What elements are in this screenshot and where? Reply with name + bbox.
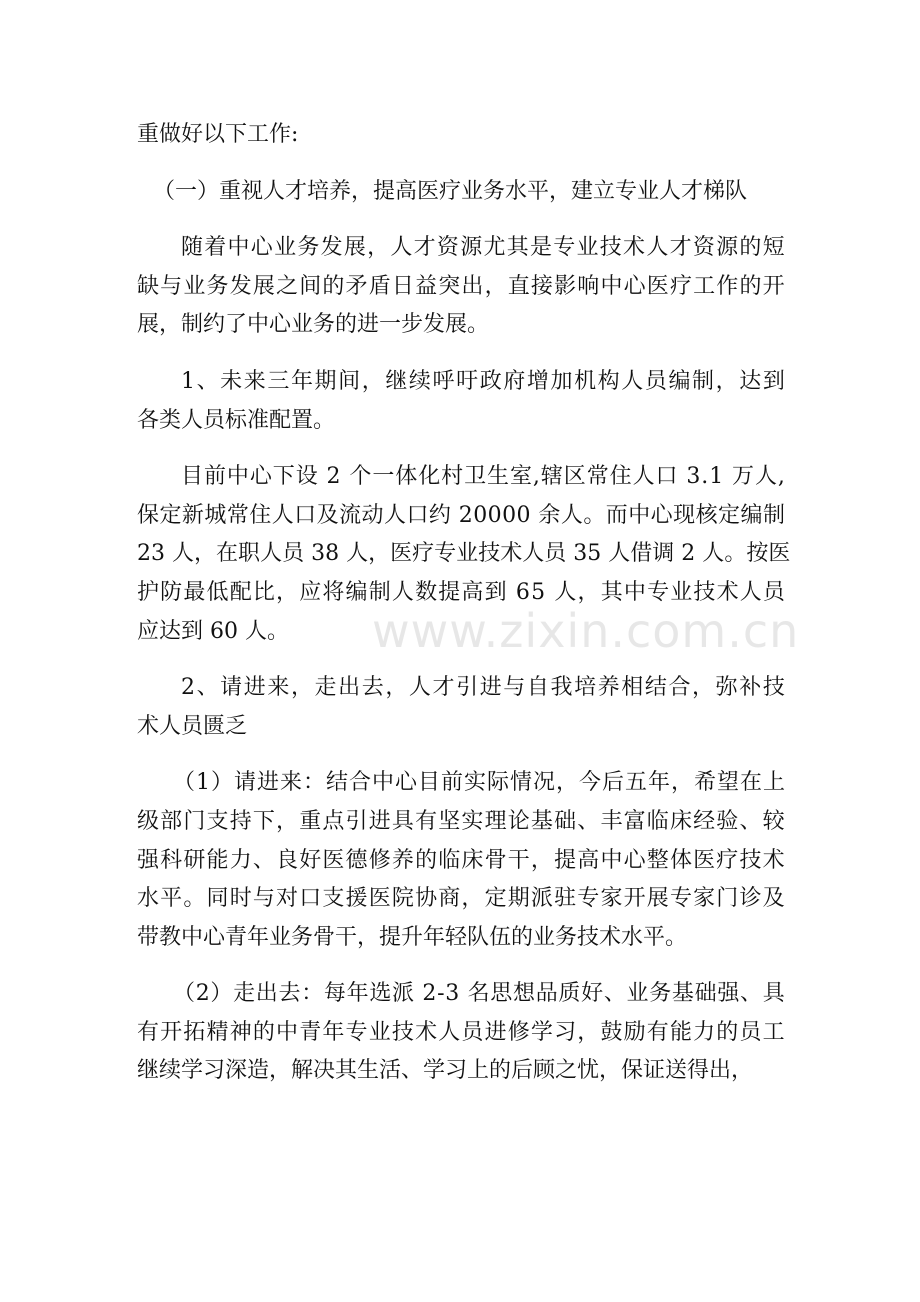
text-line: 带教中心青年业务骨干，提升年轻队伍的业务技术水平。 xyxy=(137,924,688,950)
text-line: 2 、 请 进 来 ， 走 出 去 ， 人 才 引 进 与 自 我 培 养 相 结 合 ， 弥 补 技 xyxy=(181,675,785,701)
paragraph xyxy=(137,764,785,957)
text-line: 级 部 门 支 持 下 ， 重 点 引 进 具 有 坚 实 理 论 基 础 、 丰 富 临 床 经 验 、 较 xyxy=(137,808,785,834)
text-line: 强 科 研 能 力 、 良 好 医 德 修 养 的 临 床 骨 干 ， 提 高 中 心 整 体 医 疗 技 术 xyxy=(137,847,785,873)
paragraph xyxy=(137,116,785,155)
text-line: 2 3 人 ， 在 职 人 员 3 8 人 ， 医 疗 专 业 技 术 人 员 3 5 人 借 调 2 人 。 按 医 xyxy=(137,541,791,567)
paragraph xyxy=(137,173,785,212)
text-line: 继续学习深造，解决其生活、学习上的后顾之忧，保证送得出， xyxy=(137,1058,754,1084)
paragraph xyxy=(137,229,785,345)
text-line: 术人员匮乏 xyxy=(137,713,248,739)
text-line: 应达到 60 人。 xyxy=(137,618,289,644)
paragraph xyxy=(137,363,785,440)
text-line: （一）重视人才培养，提高医疗业务水平，建立专业人才梯队 xyxy=(153,178,748,204)
document-body xyxy=(137,116,791,1091)
text-line: 水 平 。 同 时 与 对 口 支 援 医 院 协 商 ， 定 期 派 驻 专 家 开 展 专 家 门 诊 及 xyxy=(137,886,785,912)
text-line: 护 防 最 低 配 比 ， 应 将 编 制 人 数 提 高 到 6 5 人 ， 其 中 专 业 技 术 人 员 xyxy=(137,579,785,605)
text-line: （ 1 ） 请 进 来 ： 结 合 中 心 目 前 实 际 情 况 ， 今 后 五 年 ， 希 望 在 上 xyxy=(173,770,785,796)
text-line: 随 着 中 心 业 务 发 展 ， 人 才 资 源 尤 其 是 专 业 技 术 人 才 资 源 的 短 xyxy=(181,235,785,261)
text-line: 目 前 中 心 下 设 2 个 一 体 化 村 卫 生 室 , 辖 区 常 住 人 口 3 . 1 万 人 , xyxy=(181,464,785,490)
text-line: 缺 与 业 务 发 展 之 间 的 矛 盾 日 益 突 出 ， 直 接 影 响 中 心 医 疗 工 作 的 开 xyxy=(137,273,785,299)
text-line: 重做好以下工作: xyxy=(137,122,299,147)
text-line: 有 开 拓 精 神 的 中 青 年 专 业 技 术 人 员 进 修 学 习 ， 鼓 励 有 能 力 的 员 工 xyxy=(137,1019,785,1045)
text-line: 保 定 新 城 常 住 人 口 及 流 动 人 口 约 2 0 0 0 0 余 人 。 而 中 心 现 核 定 编 制 xyxy=(137,502,785,528)
paragraph xyxy=(137,669,785,746)
text-line: 各类人员标准配置。 xyxy=(137,407,336,433)
text-line: （ 2 ） 走 出 去 ： 每 年 选 派 2 - 3 名 思 想 品 质 好 、 业 务 基 础 强 、 具 xyxy=(173,981,785,1007)
text-line: 1 、 未 来 三 年 期 间 ， 继 续 呼 吁 政 府 增 加 机 构 人 员 编 制 ， 达 到 xyxy=(181,368,785,394)
paragraph xyxy=(137,458,791,651)
watermark: www.zixin.com.cn xyxy=(372,604,800,658)
text-line: 展，制约了中心业务的进一步发展。 xyxy=(137,312,490,338)
paragraph xyxy=(137,975,785,1091)
